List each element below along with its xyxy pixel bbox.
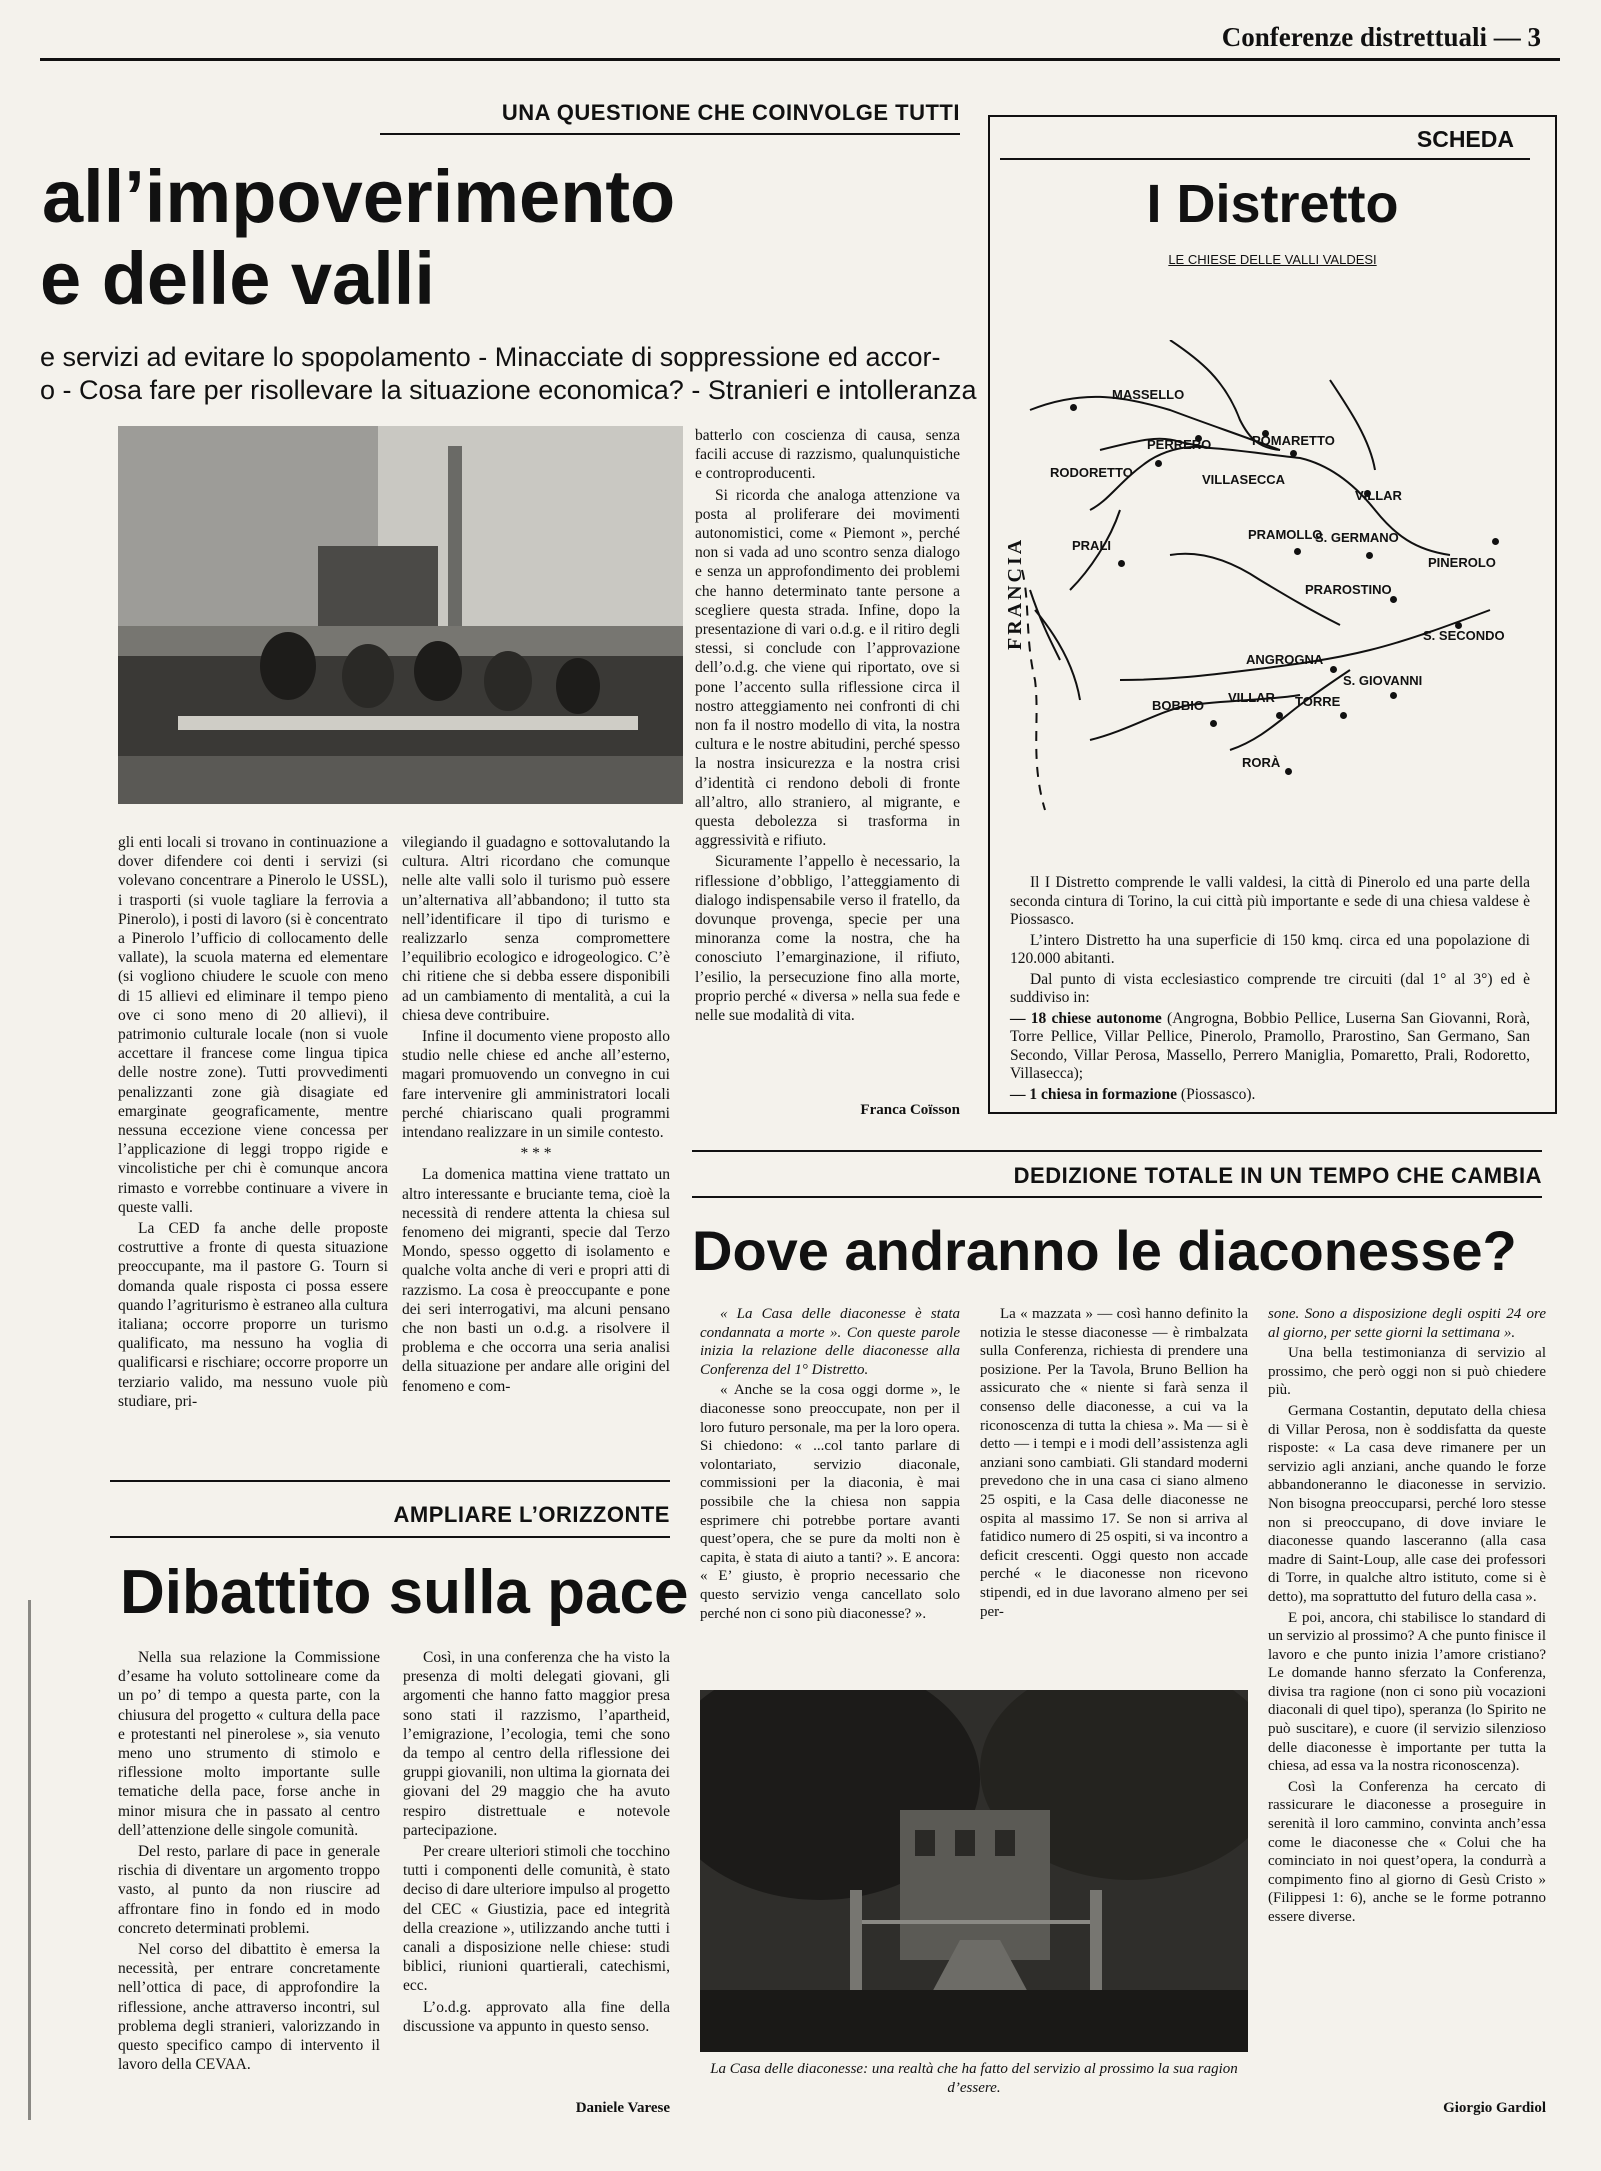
scheda-rule <box>1000 158 1530 160</box>
article3-kicker: DEDIZIONE TOTALE IN UN TEMPO CHE CAMBIA <box>1013 1163 1542 1188</box>
map-dot <box>1330 666 1337 673</box>
paragraph: Così, in una conferenza che ha visto la presenza di molti delegati giovani, gli argomenti che hanno fatto maggior presa sono stati il razzismo, l’apartheid, l’emigrazione, l’ecologia, temi che sono da tempo al centro della riflessione dei gruppi giovanili, non ultima la giornata dei giovani del 29 maggio che ha avuto respiro distrettuale e notevole partecipazione. <box>403 1649 670 1839</box>
article3-column-1 <box>700 1305 960 1625</box>
map-label-villasecca: VILLASECCA <box>1202 472 1286 487</box>
article2-top-rule <box>110 1480 670 1482</box>
list-item: — 18 chiese autonome (Angrogna, Bobbio Pellice, Luserna San Giovanni, Rorà, Torre Pellice, Villar Pellice, Pinerolo, Pramollo, Prarostino, San Germano, San Secondo, Villar Perosa, Massello, Perrero Maniglia, Pomaretto, Prali, Rodoretto, Villasecca); <box>1010 1009 1530 1082</box>
paragraph: La domenica mattina viene trattato un altro interessante e bruciante tema, cioè la necessità di rendere attenta la chiesa sul fenomeno dei migranti, specie dal Terzo Mondo, spesso oggetto di isolamento e qualche volta anche di veri e propri atti di razzismo. La cosa è preoccupante e pone dei seri interrogativi, ma alcuni pensano che non basti un o.d.g. a risolvere il problema e che occorra una seria analisi della situazione per andare alle origini del fenomeno e com- <box>402 1166 670 1395</box>
map-label-bobbio: BOBBIO <box>1152 698 1204 713</box>
paragraph: vilegiando il guadagno e sottovalutando la cultura. Altri ricordano che comunque nelle alte valli solo il turismo può essere un’alternativa all’abbandono; il tutto sta nell’identificare il tipo di turismo e realizzarlo senza compromettere l’equilibrio ecologico e idrogeologico. C’è chi ritiene che si debba essere disponibili ad un cambiamento di mentalità, a cui la chiesa deve contribuire. <box>402 834 670 1024</box>
map-dot <box>1390 692 1397 699</box>
paragraph: Germana Costantin, deputato della chiesa di Villar Perosa, non è soddisfatta da queste risposte: « La casa deve rimanere per un servizio agli anziani, anche quando le forze abbandoneranno le diaconesse in servizio. Non bisogna preoccuparsi, perché loro stesse non si preoccupano, di dove inviare le diaconesse quando lasceranno (alla casa madre di Saint-Loup, alle case dei professori di Torre, in qualche altro istituto, come si è detto), ma soprattutto del futuro della casa ». <box>1268 1402 1546 1605</box>
article1-column-1 <box>118 833 388 1413</box>
paragraph: « Anche se la cosa oggi dorme », le diaconesse sono preoccupate, non per il loro futuro personale, ma per la loro opera. Si chiedono: « ...col tanto parlare di volontariato, servizio diaconale, commissioni per la diaconia, è mai possibile che la chiesa non sappia esprimere chi potrebbe portare avanti quest’opera, che se pure da molti non è capita, è stata di aiuto a tanti? ». E ancora: « E’ giusto, è proprio necessario che questo servizio venga cancellato solo perché non ci sono più diaconesse? ». <box>700 1382 960 1622</box>
separator: * * * <box>520 1145 552 1163</box>
map-label-perrero: PERRERO <box>1147 437 1212 452</box>
article3-signature: Giorgio Gardiol <box>1443 2100 1546 2116</box>
scheda-text <box>1010 874 1530 1106</box>
article2-kicker: AMPLIARE L’ORIZZONTE <box>393 1502 670 1527</box>
paragraph: « La Casa delle diaconesse è stata condannata a morte ». Con queste parole inizia la relazione delle diaconesse alla Conferenza del 1° Distretto. <box>700 1306 960 1378</box>
map-label-pramollo: PRAMOLLO <box>1248 527 1323 542</box>
map-label-angrogna: ANGROGNA <box>1246 652 1324 667</box>
map-label-francia: FRANCIA <box>1004 536 1026 650</box>
article2-kicker-rule <box>110 1536 670 1538</box>
scheda-label: SCHEDA <box>1416 126 1514 152</box>
paragraph: gli enti locali si trovano in continuazione a dover difendere coi denti i servizi (si volevano concentrare a Pinerolo le USSL), i trasporti (si vuole tagliare la ferrovia a Pinerolo), i posti di lavoro (si è concentrato a Pinerolo l’ufficio di collocamento delle vallate), la scuola materna ed elementare (si vogliono chiudere le scuole con meno di 15 allievi ed eliminare il tempo pieno ove ci sono meno di 20 allievi), il patrimonio culturale locale (non si vuole accettare il francese come lingua tipica delle nostre zone). Tutti provvedimenti penalizzanti zone già disagiate ed emarginate geograficamente, mentre nessuna eccezione viene concessa per l’applicazione di leggi troppo rigide e vincolistiche per chi è comunque ancora rimasto e vorrebbe continuare a vivere in queste valli. <box>118 834 388 1216</box>
paragraph: Nella sua relazione la Commissione d’esame ha voluto sottolineare come da un po’ di tempo a questa parte, con la chiusura del progetto « cultura della pace e protestanti nel pinerolese », sia venuto meno uno strumento di stimolo e riflessione molto importante sulle tematiche della pace, forse anche in minor misura che in passato al centro dell’attenzione delle singole comunità. <box>118 1649 380 1839</box>
map-label-torre: TORRE <box>1295 694 1341 709</box>
paragraph: batterlo con coscienza di causa, senza facili accuse di razzismo, qualunquistiche e controproducenti. <box>695 427 960 483</box>
paragraph: L’o.d.g. approvato alla fine della discussione va appunto in questo senso. <box>403 1998 670 2035</box>
page-number: 3 <box>1527 22 1541 52</box>
map-label-prarostino: PRAROSTINO <box>1305 582 1392 597</box>
map-label-s-secondo: S. SECONDO <box>1423 628 1505 643</box>
diaconesse-house-photo <box>700 1690 1248 2052</box>
map-dot <box>1155 460 1162 467</box>
diaconesse-house-image <box>700 1690 1248 2052</box>
paragraph: E poi, ancora, chi stabilisce lo standard di un servizio al prossimo? A che punto finisce il lavoro e che punto inizia l’amore cristiano? Le domande hanno sferzato la Conferenza, divisa tra ragione (non ci sono più vocazioni diaconali di quel tipo), speranza (lo Spirito ne può suscitare), e cuore (il servizio silenzioso delle diaconesse è importante per tutta la chiesa, ad essa va la nostra riconoscenza). <box>1268 1609 1546 1775</box>
conference-photo <box>118 426 683 804</box>
article1-deck-1: e servizi ad evitare lo spopolamento - Minacciate di soppressione ed accor- <box>40 342 941 372</box>
section-name: Conferenze distrettuali <box>1221 22 1487 52</box>
article1-headline-1: all’impoverimento <box>42 155 676 238</box>
map-dot <box>1492 538 1499 545</box>
article3-column-2 <box>980 1305 1248 1623</box>
article1-signature: Franca Coïsson <box>860 1102 960 1118</box>
paragraph: Sicuramente l’appello è necessario, la riflessione d’obbligo, l’atteggiamento di dialogo indispensabile verso il fratello, da dovunque provenga, specie per una minoranza come la nostra, che ha conosciuto l’emarginazione, il rifiuto, l’esilio, la persecuzione fino alla morte, proprio perché « diversa » nella sua fede e nelle sue modalità di vita. <box>695 853 960 1025</box>
paragraph: Una bella testimonianza di servizio al prossimo, che però oggi non si può chiedere più. <box>1268 1345 1546 1399</box>
paragraph: Nel corso del dibattito è emersa la necessità, per entrare concretamente nell’ottica di pace, di approfondire la riflessione, anche attraverso incontri, sul problema degli stranieri, valorizzando in questo specifico campo di intervento il lavoro della CEVAA. <box>118 1941 380 2074</box>
paragraph: La CED fa anche delle proposte costruttive a fronte di questa situazione preoccupante, ma il pastore G. Tourn si domanda quale risposta ci possa essere quando l’agriturismo è estraneo alla cultura italiana; occorre proporre un turismo qualificato, ma nessuno ha voglia di qualificarsi e rischiare; occorre proporre un terziario valido, ma nessuno vuole più studiare, pri- <box>118 1220 388 1410</box>
article2-headline: Dibattito sulla pace <box>120 1558 689 1627</box>
map-label-villar-perosa: VILLAR <box>1355 488 1402 503</box>
header-rule <box>40 58 1560 61</box>
scheda-subtitle: LE CHIESE DELLE VALLI VALDESI <box>1168 252 1377 267</box>
paragraph: sone. Sono a disposizione degli ospiti 24 ore al giorno, per sette giorni la settimana ». <box>1268 1306 1546 1341</box>
list-item: — 1 chiesa in formazione (Piossasco). <box>1010 1085 1256 1103</box>
map-label-s-giovanni: S. GIOVANNI <box>1343 673 1423 688</box>
article2-column-1 <box>118 1648 380 2076</box>
scheda-title: I Distretto <box>1146 174 1399 234</box>
article3-headline: Dove andranno le diaconesse? <box>692 1219 1517 1282</box>
map-dot <box>1070 404 1077 411</box>
article1-headline-2: e delle valli <box>40 237 435 320</box>
page-edge-mark <box>28 1600 31 2120</box>
map-label-prali: PRALI <box>1072 538 1111 553</box>
paragraph: Dal punto di vista ecclesiastico comprende tre circuiti (dal 1° al 3°) ed è suddiviso in: <box>1010 970 1530 1006</box>
paragraph: Il I Distretto comprende le valli valdesi, la città di Pinerolo ed una parte della seconda cintura di Torino, la cui città più importante e sede di una chiesa valdese è Piossasco. <box>1010 874 1530 928</box>
map-label-massello: MASSELLO <box>1112 387 1185 402</box>
article1-column-2 <box>402 833 670 1398</box>
article3-column-3 <box>1268 1305 1546 1929</box>
map-dot <box>1276 712 1283 719</box>
article3-top-rule <box>692 1150 1542 1152</box>
paragraph: Infine il documento viene proposto allo studio nelle chiese ed anche all’esterno, magari promuovendo un convegno in cui fare intervenire gli amministratori locali perché chiariscano quali programmi intendano realizzare in un simile contesto. <box>402 1028 670 1142</box>
article1-column-3 <box>695 426 960 1027</box>
map-dot <box>1118 560 1125 567</box>
map-dot <box>1390 596 1397 603</box>
diaconesse-photo-caption: La Casa delle diaconesse: una realtà che ha fatto del servizio al prossimo la sua ragion d’essere. <box>710 2061 1238 2096</box>
paragraph: Così la Conferenza ha cercato di rassicurare le diaconesse a proseguire in serenità il loro cammino, convinta anch’essa come le diaconesse che « Colui che ha cominciato in noi quest’opera, la condurrà a compimento fino al giorno di Gesù Cristo » (Filippesi 1: 6), anche se le forme potranno essere diverse. <box>1268 1778 1546 1925</box>
paragraph: Per creare ulteriori stimoli che tocchino tutti i componenti delle comunità, è stato deciso di dare ulteriore impulso al progetto del CEC « Giustizia, pace ed integrità della creazione », utilizzando anche tutti i canali a disposizione nelle chiese: studi biblici, riunioni quartierali, catechismi, ecc. <box>403 1843 670 1995</box>
map-dot <box>1210 720 1217 727</box>
map-label-rora: RORÀ <box>1242 755 1281 770</box>
running-header: Conferenze distrettuali — 3 <box>1221 22 1541 52</box>
valleys-map <box>1004 340 1540 860</box>
map-label-villar-pellice: VILLAR <box>1228 690 1275 705</box>
paragraph: L’intero Distretto ha una superficie di 150 kmq. circa ed una popolazione di 120.000 abitanti. <box>1010 931 1530 967</box>
map-dot <box>1366 552 1373 559</box>
article3-kicker-rule <box>692 1196 1542 1198</box>
kicker-rule <box>380 133 960 135</box>
article1-kicker: UNA QUESTIONE CHE COINVOLGE TUTTI <box>501 100 960 125</box>
map-dot <box>1294 548 1301 555</box>
map-label-rodoretto: RODORETTO <box>1050 465 1133 480</box>
paragraph: Del resto, parlare di pace in generale rischia di diventare un argomento troppo vasto, al punto da non riuscire ad affrontare fino in fondo ed in modo concreto determinati problemi. <box>118 1843 380 1937</box>
map-dot <box>1340 712 1347 719</box>
map-dot <box>1290 450 1297 457</box>
map-label-s-germano: S. GERMANO <box>1315 530 1399 545</box>
map-rivers <box>1010 340 1540 860</box>
paragraph: La « mazzata » — così hanno definito la notizia le stesse diaconesse — è rimbalzata sulla Conferenza, richiesta di prendere una posizione. Per la Tavola, Bruno Bellion ha assicurato che « niente si farà senza il consenso delle diaconesse, a cui va la riconoscenza di tutta la chiesa ». Ma — si è detto — i tempi e i modi dell’assistenza agli anziani sono cambiati. Gli standard moderni prevedono che in una casa ci siano almeno 25 ospiti, e la Casa delle diaconesse ne ospita al massimo 17. Se non si arriva al fatidico numero di 25 ospiti, si va incontro a deficit crescenti. Oggi questo non accade perché « le diaconesse non ricevono stipendi, ed in due lavorano almeno per sei per- <box>980 1306 1248 1620</box>
article2-column-2 <box>403 1648 670 2038</box>
conference-photo-image <box>118 426 683 804</box>
map-dot <box>1285 768 1292 775</box>
article2-signature: Daniele Varese <box>575 2100 670 2116</box>
map-label-pomaretto: POMARETTO <box>1252 433 1335 448</box>
article1-deck-2: o - Cosa fare per risollevare la situazione economica? - Stranieri e intolleranza <box>40 375 977 405</box>
paragraph: Si ricorda che analoga attenzione va posta al proliferare dei movimenti autonomistici, come « Piemont », perché non si vada ad uno scontro senza dialogo e senza un approfondimento dei problemi che hanno determinato tante persone a scegliere questa strada. Infine, dopo la presentazione di vari o.d.g. e il ritiro degli stessi, si conclude con l’approvazione dell’o.d.g. che viene qui riportato, ove si pone l’accento sulla riflessione circa il nostro atteggiamento nei confronti di chi non fa il nostro modello di vita, la nostra cultura e le nostre abitudini, perché spesso la nostra insicurezza e la nostra crisi d’identità ci rendono deboli di fronte all’altro, allo straniero, al migrante, e questa debolezza si trasforma in aggressività e rifiuto. <box>695 486 960 850</box>
map-label-pinerolo: PINEROLO <box>1428 555 1496 570</box>
